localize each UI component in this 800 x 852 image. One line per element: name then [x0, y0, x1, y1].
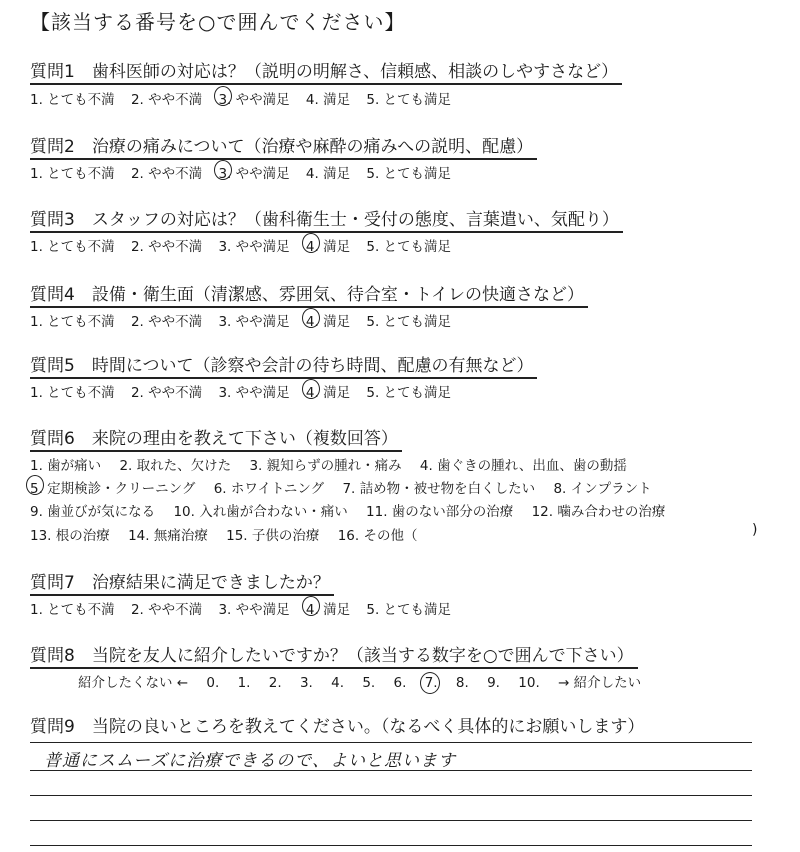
handwritten-answer: 普通にスムーズに治療できるので、よいと思います — [44, 751, 456, 771]
answer-line-3[interactable] — [30, 795, 752, 796]
q2-option-3-selected[interactable]: 3. やや満足 — [218, 162, 289, 182]
q2-option-2[interactable]: 2. やや不満 — [130, 166, 203, 182]
q6-option-5-selected[interactable]: 5. 定期検診・クリーニング — [30, 477, 195, 497]
question-2-title: 質問2 治療の痛みについて（治療や麻酔の痛みへの説明、配慮） — [30, 132, 537, 160]
q1-option-1[interactable]: 1. とても不満 — [30, 92, 115, 108]
q6-option-13[interactable]: 13. 根の治療 — [30, 528, 110, 544]
q5-option-1[interactable]: 1. とても不満 — [30, 385, 115, 401]
scale-label-low: 紹介したくない ← — [78, 675, 189, 691]
scale-8[interactable]: 8. — [455, 675, 469, 691]
q3-option-4-selected[interactable]: 4. 満足 — [306, 235, 350, 255]
q4-option-3[interactable]: 3. やや満足 — [218, 314, 290, 330]
scale-label-high: → 紹介したい — [558, 675, 642, 691]
q3-option-2[interactable]: 2. やや不満 — [130, 239, 203, 255]
q7-option-1[interactable]: 1. とても不満 — [30, 602, 115, 618]
form-header: 【該当する番号を○で囲んでください】 — [30, 10, 406, 34]
q3-option-5[interactable]: 5. とても満足 — [366, 239, 452, 255]
q7-option-5[interactable]: 5. とても満足 — [366, 602, 452, 618]
q6-option-11[interactable]: 11. 歯のない部分の治療 — [366, 504, 514, 520]
scale-9[interactable]: 9. — [487, 675, 500, 691]
question-4-title: 質問4 設備・衛生面（清潔感、雰囲気、待合室・トイレの快適さなど） — [30, 280, 588, 308]
q6-option-12[interactable]: 12. 噛み合わせの治療 — [531, 504, 666, 520]
scale-3[interactable]: 3. — [299, 675, 313, 691]
question-1-options — [30, 88, 463, 108]
question-4-options — [30, 310, 463, 330]
question-6-title: 質問6 来院の理由を教えて下さい（複数回答） — [30, 424, 402, 452]
q6-option-15[interactable]: 15. 子供の治療 — [226, 528, 320, 544]
q6-option-4[interactable]: 4. 歯ぐきの腫れ、出血、歯の動揺 — [419, 458, 627, 474]
q7-option-3[interactable]: 3. やや満足 — [218, 602, 290, 618]
q4-option-5[interactable]: 5. とても満足 — [366, 314, 452, 330]
q7-option-4-selected[interactable]: 4. 満足 — [306, 598, 350, 618]
answer-line-5[interactable] — [30, 845, 752, 846]
q6-option-1[interactable]: 1. 歯が痛い — [30, 458, 102, 474]
q6-option-16[interactable]: 16. その他（ — [337, 528, 418, 544]
question-6-row-4 — [30, 524, 431, 544]
q2-option-1[interactable]: 1. とても不満 — [30, 166, 115, 182]
question-6-row-2 — [30, 477, 666, 497]
q6-option-2[interactable]: 2. 取れた、欠けた — [119, 458, 232, 474]
q6-option-6[interactable]: 6. ホワイトニング — [213, 481, 325, 497]
scale-1[interactable]: 1. — [237, 675, 251, 691]
scale-2[interactable]: 2. — [268, 675, 282, 691]
q6-option-10[interactable]: 10. 入れ歯が合わない・痛い — [173, 504, 348, 520]
other-paren-close: ) — [752, 522, 758, 538]
question-5-options — [30, 381, 463, 401]
answer-line-2[interactable] — [30, 770, 752, 771]
question-6-row-1 — [30, 454, 641, 474]
scale-7-selected[interactable]: 7. — [424, 675, 438, 691]
q5-option-3[interactable]: 3. やや満足 — [218, 385, 290, 401]
q6-option-7[interactable]: 7. 詰め物・被せ物を白くしたい — [342, 481, 536, 497]
question-8-scale — [78, 671, 655, 691]
q4-option-1[interactable]: 1. とても不満 — [30, 314, 115, 330]
q2-option-4[interactable]: 4. 満足 — [305, 166, 351, 182]
answer-line-1 — [30, 742, 752, 743]
q2-option-5[interactable]: 5. とても満足 — [366, 166, 452, 182]
question-8-title: 質問8 当院を友人に紹介したいですか？（該当する数字を○で囲んで下さい） — [30, 641, 638, 669]
scale-10[interactable]: 10. — [518, 675, 540, 691]
question-2-options — [30, 162, 463, 182]
q1-option-4[interactable]: 4. 満足 — [305, 92, 351, 108]
q4-option-2[interactable]: 2. やや不満 — [130, 314, 203, 330]
q5-option-4-selected[interactable]: 4. 満足 — [306, 381, 350, 401]
q5-option-5[interactable]: 5. とても満足 — [366, 385, 452, 401]
q7-option-2[interactable]: 2. やや不満 — [130, 602, 203, 618]
q4-option-4-selected[interactable]: 4. 満足 — [306, 310, 350, 330]
q1-option-5[interactable]: 5. とても満足 — [366, 92, 452, 108]
scale-0[interactable]: 0. — [206, 675, 220, 691]
question-9-title: 質問9 当院の良いところを教えてください。（なるべく具体的にお願いします） — [30, 717, 645, 737]
question-3-options — [30, 235, 463, 255]
question-7-options — [30, 598, 463, 618]
scale-6[interactable]: 6. — [393, 675, 407, 691]
question-7-title: 質問7 治療結果に満足できましたか？ — [30, 568, 334, 596]
q3-option-3[interactable]: 3. やや満足 — [218, 239, 290, 255]
question-5-title: 質問5 時間について（診察や会計の待ち時間、配慮の有無など） — [30, 351, 537, 379]
q3-option-1[interactable]: 1. とても不満 — [30, 239, 115, 255]
question-1-title: 質問1 歯科医師の対応は？（説明の明解さ、信頼感、相談のしやすさなど） — [30, 57, 622, 85]
question-3-title: 質問3 スタッフの対応は？（歯科衛生士・受付の態度、言葉遣い、気配り） — [30, 205, 623, 233]
q6-option-3[interactable]: 3. 親知らずの腫れ・痛み — [249, 458, 402, 474]
q1-option-3-selected[interactable]: 3. やや満足 — [218, 88, 289, 108]
scale-4[interactable]: 4. — [331, 675, 345, 691]
q6-option-14[interactable]: 14. 無痛治療 — [128, 528, 208, 544]
answer-line-4[interactable] — [30, 820, 752, 821]
scale-5[interactable]: 5. — [362, 675, 376, 691]
q1-option-2[interactable]: 2. やや不満 — [130, 92, 203, 108]
q5-option-2[interactable]: 2. やや不満 — [130, 385, 203, 401]
q6-option-8[interactable]: 8. インプラント — [553, 481, 652, 497]
question-6-row-3 — [30, 500, 679, 520]
q6-option-9[interactable]: 9. 歯並びが気になる — [30, 504, 156, 520]
